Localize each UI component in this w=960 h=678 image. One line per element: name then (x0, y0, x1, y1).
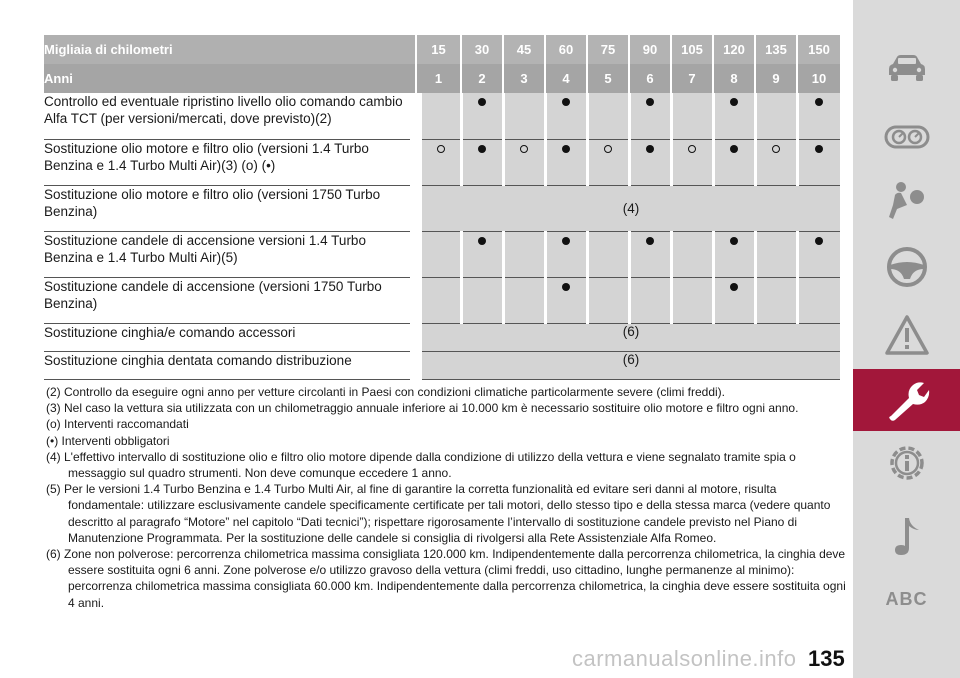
year-header-cell: 7 (671, 64, 713, 93)
mark-cell (797, 277, 840, 323)
mark-cell (461, 93, 503, 139)
mark-cell (671, 93, 713, 139)
table-row (44, 93, 840, 139)
year-header-cell: 4 (545, 64, 587, 93)
chapter-sidebar (853, 0, 960, 678)
sidebar-item-dashboard[interactable] (853, 106, 960, 168)
header-km-label: Migliaia di chilometri (44, 35, 416, 64)
recommended-ring (520, 145, 528, 153)
maintenance-schedule-table (44, 35, 840, 380)
mandatory-dot (562, 283, 570, 291)
header-row-km (44, 35, 840, 64)
airbag-passenger-icon (883, 177, 931, 225)
interval-note-cell: (6) (416, 351, 840, 379)
km-header-cell: 30 (461, 35, 503, 64)
recommended-ring (688, 145, 696, 153)
row-label: Sostituzione olio motore e filtro olio (versioni 1750 Turbo Benzina) (44, 185, 416, 231)
page-number: 135 (808, 646, 845, 671)
mark-cell (416, 93, 461, 139)
mandatory-dot (646, 98, 654, 106)
table-row (44, 351, 840, 379)
km-header-cell: 105 (671, 35, 713, 64)
year-header-cell: 3 (503, 64, 545, 93)
footnote: (3) Nel caso la vettura sia utilizzata con un chilometraggio annuale inferiore ai 10.000 km è necessario sostituire olio motore e filtro ogni anno. (46, 401, 799, 416)
mark-cell (503, 139, 545, 185)
music-note-icon (883, 512, 931, 560)
mark-cell (461, 277, 503, 323)
interval-note-cell: (6) (416, 323, 840, 351)
mark-cell (713, 231, 755, 277)
km-header-cell: 15 (416, 35, 461, 64)
mark-cell (755, 277, 797, 323)
mark-cell (755, 93, 797, 139)
mandatory-dot (730, 98, 738, 106)
mandatory-dot (478, 98, 486, 106)
year-header-cell: 6 (629, 64, 671, 93)
mark-cell (416, 139, 461, 185)
footnote: (•) Interventi obbligatori (46, 433, 170, 448)
mark-cell (671, 231, 713, 277)
mark-cell (797, 93, 840, 139)
sidebar-item-car[interactable] (853, 38, 960, 100)
sidebar-item-emergency[interactable] (853, 304, 960, 366)
year-header-cell: 2 (461, 64, 503, 93)
table-row (44, 277, 840, 323)
dashboard-gauges-icon (883, 113, 931, 161)
car-icon (883, 45, 931, 93)
recommended-ring (604, 145, 612, 153)
mark-cell (671, 139, 713, 185)
footnote: (5) Per le versioni 1.4 Turbo Benzina e 1.4 Turbo Multi Air, al fine di garantire la corretta funzionalità ed evitare seri danni al motore, risulta fondamentale: utilizzare esclusivamente candele specificamente certificate per tali motori, dello stesso tipo e della stessa marca (vedere quanto descritto al paragrafo “Motore” nel capitolo “Dati tecnici”); rispettare rigorosamente l’intervallo di sostituzione candele previsto nel Piano di Manutenzione Programmata. Per la sostituzione delle candele si consiglia di rivolgersi alla Rete Assistenziale Alfa Romeo. (46, 482, 831, 545)
mandatory-dot (815, 145, 823, 153)
sidebar-item-index[interactable] (853, 568, 960, 630)
mark-cell (503, 277, 545, 323)
sidebar-item-driving[interactable] (853, 236, 960, 298)
header-row-years (44, 64, 840, 93)
mandatory-dot (646, 237, 654, 245)
mark-cell (713, 139, 755, 185)
footnote: (o) Interventi raccomandati (46, 417, 189, 432)
year-header-cell: 1 (416, 64, 461, 93)
header-years-label: Anni (44, 64, 416, 93)
mandatory-dot (730, 237, 738, 245)
mark-cell (713, 93, 755, 139)
km-header-cell: 120 (713, 35, 755, 64)
mark-cell (713, 277, 755, 323)
km-header-cell: 75 (587, 35, 629, 64)
year-header-cell: 10 (797, 64, 840, 93)
mandatory-dot (815, 98, 823, 106)
mark-cell (755, 139, 797, 185)
year-header-cell: 8 (713, 64, 755, 93)
mark-cell (587, 93, 629, 139)
mandatory-dot (646, 145, 654, 153)
row-label: Sostituzione candele di accensione (versioni 1750 Turbo Benzina) (44, 277, 416, 323)
mark-cell (629, 93, 671, 139)
row-label: Sostituzione candele di accensione versioni 1.4 Turbo Benzina e 1.4 Turbo Multi Air)(5) (44, 231, 416, 277)
table-row (44, 323, 840, 351)
mark-cell (545, 231, 587, 277)
table-row (44, 139, 840, 185)
mark-cell (416, 231, 461, 277)
mark-cell (503, 93, 545, 139)
mandatory-dot (730, 283, 738, 291)
year-header-cell: 5 (587, 64, 629, 93)
watermark: carmanualsonline.info (572, 646, 797, 671)
mark-cell (587, 139, 629, 185)
mark-cell (587, 231, 629, 277)
km-header-cell: 135 (755, 35, 797, 64)
mandatory-dot (478, 145, 486, 153)
mark-cell (755, 231, 797, 277)
mark-cell (587, 277, 629, 323)
sidebar-item-maintenance[interactable] (853, 369, 960, 431)
info-gear-icon (883, 439, 931, 487)
km-header-cell: 60 (545, 35, 587, 64)
steering-wheel-icon (883, 243, 931, 291)
mark-cell (545, 139, 587, 185)
mark-cell (461, 139, 503, 185)
warning-triangle-icon (883, 311, 931, 359)
year-header-cell: 9 (755, 64, 797, 93)
recommended-ring (772, 145, 780, 153)
table-row (44, 185, 840, 231)
row-label: Controllo ed eventuale ripristino livello olio comando cambio Alfa TCT (per versioni/mercati, dove previsto)(2) (44, 93, 416, 139)
mark-cell (545, 277, 587, 323)
km-header-cell: 150 (797, 35, 840, 64)
mark-cell (461, 231, 503, 277)
mark-cell (629, 139, 671, 185)
interval-note-cell: (4) (416, 185, 840, 231)
km-header-cell: 90 (629, 35, 671, 64)
mandatory-dot (562, 145, 570, 153)
mark-cell (797, 231, 840, 277)
recommended-ring (437, 145, 445, 153)
mark-cell (503, 231, 545, 277)
footnotes (46, 384, 846, 611)
table-row (44, 231, 840, 277)
mandatory-dot (478, 237, 486, 245)
sidebar-item-safety[interactable] (853, 170, 960, 232)
mandatory-dot (815, 237, 823, 245)
row-label: Sostituzione cinghia dentata comando distribuzione (44, 351, 416, 379)
mark-cell (629, 231, 671, 277)
row-label: Sostituzione olio motore e filtro olio (versioni 1.4 Turbo Benzina e 1.4 Turbo Multi Air)(3) (o) (•) (44, 139, 416, 185)
footnote: (4) L'effettivo intervallo di sostituzione olio e filtro olio motore dipende dalla condizione di utilizzo della vettura e viene segnalato tramite spia o messaggio sul quadro strumenti. Non deve comunque eccedere 1 anno. (46, 449, 796, 481)
footnote: (6) Zone non polverose: percorrenza chilometrica massima consigliata 120.000 km. Indipendentemente dalla percorrenza chilometrica, la cinghia deve essere sostituita ogni 6 anni. Zone polverose e/o utilizzo gravoso della vettura (climi freddi, uso cittadino, lunghe permanenze al minimo): percorrenza chilometrica massima consigliata 60.000 km. Indipendentemente dalla percorrenza chilometrica, la cinghia deve essere sostituita ogni 4 anni. (46, 547, 846, 610)
abc-index-icon: ABC (885, 588, 928, 609)
mark-cell (629, 277, 671, 323)
mandatory-dot (562, 237, 570, 245)
wrench-icon (883, 376, 931, 424)
mark-cell (545, 93, 587, 139)
km-header-cell: 45 (503, 35, 545, 64)
mandatory-dot (730, 145, 738, 153)
sidebar-item-multimedia[interactable] (853, 505, 960, 567)
mark-cell (671, 277, 713, 323)
sidebar-item-technical-data[interactable] (853, 432, 960, 494)
mark-cell (797, 139, 840, 185)
row-label: Sostituzione cinghia/e comando accessori (44, 323, 416, 351)
mandatory-dot (562, 98, 570, 106)
mark-cell (416, 277, 461, 323)
footnote: (2) Controllo da eseguire ogni anno per vetture circolanti in Paesi con condizioni climatiche particolarmente severe (climi freddi). (46, 385, 725, 399)
